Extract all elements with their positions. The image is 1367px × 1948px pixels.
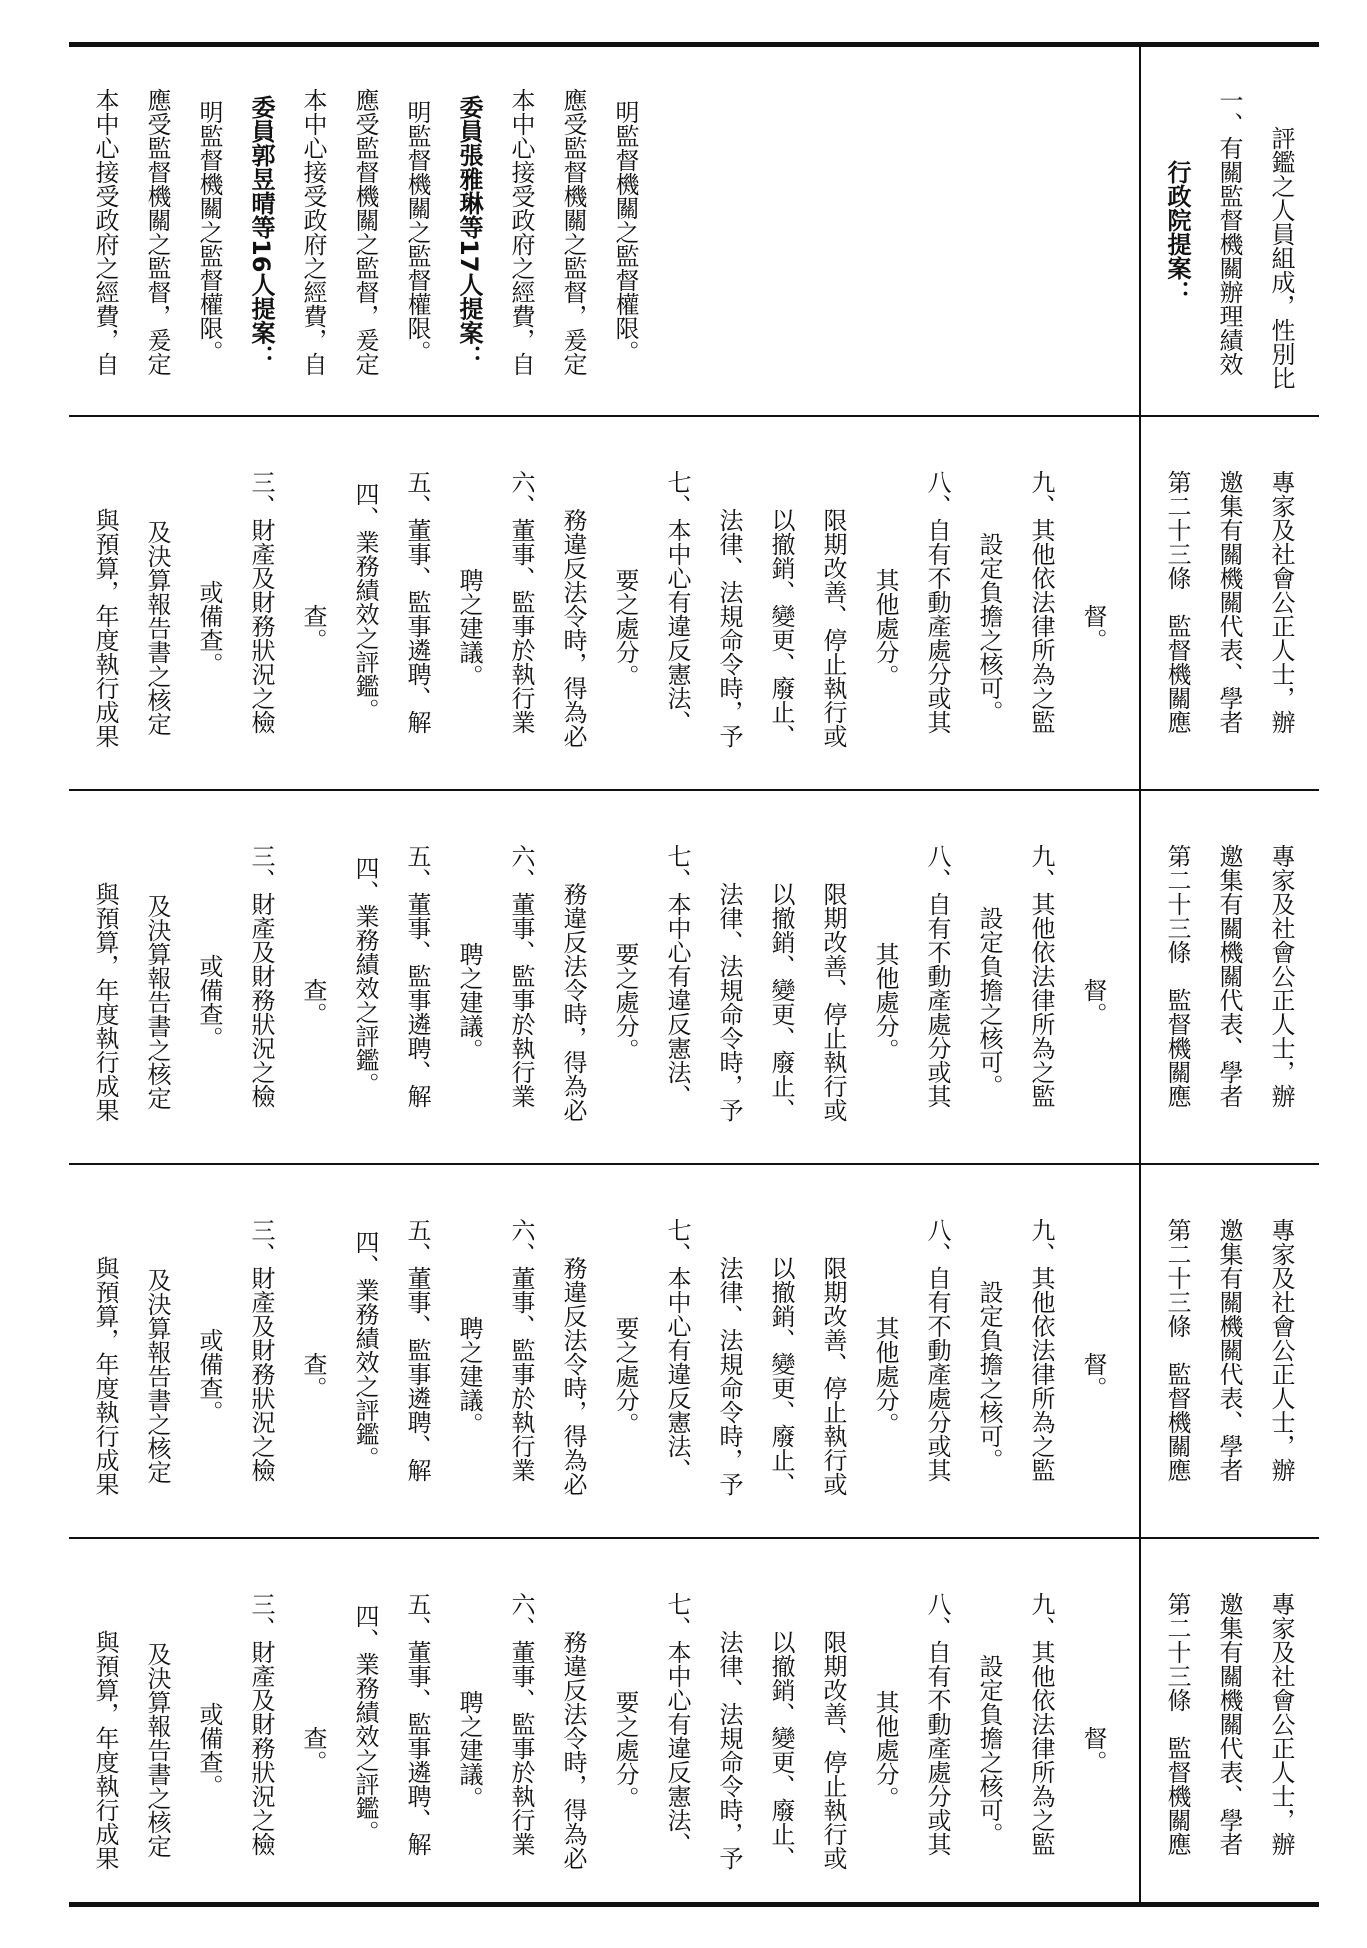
proposal-heading: 委員張雅琳等17人提案： [455, 95, 483, 369]
text-line: 務違反法令時，得為必 [559, 882, 587, 1122]
text-line: 七、本中心有違反憲法、 [663, 470, 691, 734]
text-line: 第二十三條 監督機關應 [1163, 470, 1191, 734]
text-line: 五、董事、監事遴聘、解 [403, 470, 431, 734]
document-page [69, 42, 1319, 1907]
text-line: 其他處分。 [871, 1690, 899, 1810]
text-line: 其他處分。 [871, 942, 899, 1062]
text-line: 查。 [299, 604, 327, 652]
text-line: 應受監督機關之監督，爰定 [559, 88, 587, 376]
table-column-band [69, 794, 1319, 1156]
text-line: 評鑑之人員組成，性別比 [1267, 126, 1295, 390]
text-line: 應受監督機關之監督，爰定 [143, 88, 171, 376]
text-line: 限期改善、停止執行或 [819, 882, 847, 1122]
text-line: 五、董事、監事遴聘、解 [403, 844, 431, 1108]
text-line: 及決算報告書之核定 [143, 894, 171, 1110]
text-line: 要之處分。 [611, 568, 639, 688]
text-line: 法律、法規命令時，予 [715, 882, 743, 1122]
text-line: 其他處分。 [871, 1316, 899, 1436]
text-line: 六、董事、監事於執行業 [507, 470, 535, 734]
text-line: 法律、法規命令時，予 [715, 1256, 743, 1496]
text-line: 專家及社會公正人士，辦 [1267, 844, 1295, 1108]
text-line: 三、財產及財務狀況之檢 [247, 470, 275, 734]
text-line: 九、其他依法律所為之監 [1027, 1592, 1055, 1856]
text-line: 與預算，年度執行成果 [91, 882, 119, 1122]
text-line: 七、本中心有違反憲法、 [663, 1592, 691, 1856]
text-line: 邀集有關機關代表、學者 [1215, 1592, 1243, 1856]
text-line: 八、自有不動產處分或其 [923, 470, 951, 734]
table-column-band [69, 420, 1319, 782]
text-line: 專家及社會公正人士，辦 [1267, 470, 1295, 734]
top-rule [69, 42, 1319, 47]
text-line: 邀集有關機關代表、學者 [1215, 470, 1243, 734]
text-line: 聘之建議。 [455, 568, 483, 688]
text-line: 務違反法令時，得為必 [559, 1630, 587, 1870]
text-line: 六、董事、監事於執行業 [507, 1218, 535, 1482]
table-column-band [69, 1542, 1319, 1904]
text-line: 六、董事、監事於執行業 [507, 1592, 535, 1856]
text-line: 要之處分。 [611, 1690, 639, 1810]
text-line: 本中心接受政府之經費，自 [91, 88, 119, 376]
text-line: 與預算，年度執行成果 [91, 1256, 119, 1496]
text-line: 務違反法令時，得為必 [559, 508, 587, 748]
text-line: 查。 [299, 1352, 327, 1400]
text-line: 及決算報告書之核定 [143, 520, 171, 736]
table-column-band [69, 50, 1319, 412]
text-line: 九、其他依法律所為之監 [1027, 1218, 1055, 1482]
text-line: 聘之建議。 [455, 1316, 483, 1436]
text-line: 應受監督機關之監督，爰定 [351, 88, 379, 376]
text-line: 明監督機關之監督權限。 [195, 100, 223, 364]
text-line: 七、本中心有違反憲法、 [663, 844, 691, 1108]
text-line: 限期改善、停止執行或 [819, 508, 847, 748]
proposal-heading: 行政院提案： [1163, 160, 1191, 304]
column-divider [69, 415, 1319, 417]
text-line: 督。 [1079, 978, 1107, 1026]
text-line: 專家及社會公正人士，辦 [1267, 1218, 1295, 1482]
text-line: 五、董事、監事遴聘、解 [403, 1218, 431, 1482]
text-line: 明監督機關之監督權限。 [611, 100, 639, 364]
text-line: 明監督機關之監督權限。 [403, 100, 431, 364]
text-line: 查。 [299, 1726, 327, 1774]
table-column-band [69, 1168, 1319, 1530]
text-line: 三、財產及財務狀況之檢 [247, 1218, 275, 1482]
text-line: 限期改善、停止執行或 [819, 1630, 847, 1870]
column-divider [69, 1163, 1319, 1165]
text-line: 以撤銷、變更、廢止、 [767, 508, 795, 748]
text-line: 四、業務績效之評鑑。 [351, 1230, 379, 1470]
text-line: 與預算，年度執行成果 [91, 1630, 119, 1870]
text-line: 設定負擔之核可。 [975, 532, 1003, 724]
text-line: 邀集有關機關代表、學者 [1215, 1218, 1243, 1482]
text-line: 本中心接受政府之經費，自 [299, 88, 327, 376]
text-line: 第二十三條 監督機關應 [1163, 1218, 1191, 1482]
text-line: 限期改善、停止執行或 [819, 1256, 847, 1496]
text-line: 四、業務績效之評鑑。 [351, 856, 379, 1096]
text-line: 八、自有不動產處分或其 [923, 1218, 951, 1482]
text-line: 務違反法令時，得為必 [559, 1256, 587, 1496]
text-line: 及決算報告書之核定 [143, 1642, 171, 1858]
text-line: 查。 [299, 978, 327, 1026]
proposal-heading: 委員郭昱晴等16人提案： [247, 95, 275, 369]
text-line: 第二十三條 監督機關應 [1163, 1592, 1191, 1856]
text-line: 六、董事、監事於執行業 [507, 844, 535, 1108]
text-line: 或備查。 [195, 1328, 223, 1424]
text-line: 八、自有不動產處分或其 [923, 1592, 951, 1856]
text-line: 七、本中心有違反憲法、 [663, 1218, 691, 1482]
text-line: 設定負擔之核可。 [975, 1280, 1003, 1472]
text-line: 督。 [1079, 1726, 1107, 1774]
text-line: 聘之建議。 [455, 1690, 483, 1810]
text-line: 以撤銷、變更、廢止、 [767, 1256, 795, 1496]
text-line: 其他處分。 [871, 568, 899, 688]
text-line: 邀集有關機關代表、學者 [1215, 844, 1243, 1108]
text-line: 設定負擔之核可。 [975, 906, 1003, 1098]
text-line: 九、其他依法律所為之監 [1027, 844, 1055, 1108]
text-line: 四、業務績效之評鑑。 [351, 1604, 379, 1844]
column-divider [69, 789, 1319, 791]
text-line: 法律、法規命令時，予 [715, 508, 743, 748]
text-line: 要之處分。 [611, 1316, 639, 1436]
text-line: 以撤銷、變更、廢止、 [767, 882, 795, 1122]
text-line: 三、財產及財務狀況之檢 [247, 844, 275, 1108]
text-line: 聘之建議。 [455, 942, 483, 1062]
text-line: 四、業務績效之評鑑。 [351, 482, 379, 722]
text-line: 八、自有不動產處分或其 [923, 844, 951, 1108]
text-line: 專家及社會公正人士，辦 [1267, 1592, 1295, 1856]
text-line: 與預算，年度執行成果 [91, 508, 119, 748]
text-line: 一、有關監督機關辦理績效 [1215, 88, 1243, 376]
text-line: 第二十三條 監督機關應 [1163, 844, 1191, 1108]
text-line: 三、財產及財務狀況之檢 [247, 1592, 275, 1856]
text-line: 設定負擔之核可。 [975, 1654, 1003, 1846]
column-divider [69, 1537, 1319, 1539]
text-line: 五、董事、監事遴聘、解 [403, 1592, 431, 1856]
text-line: 或備查。 [195, 1702, 223, 1798]
text-line: 法律、法規命令時，予 [715, 1630, 743, 1870]
text-line: 或備查。 [195, 954, 223, 1050]
text-line: 督。 [1079, 1352, 1107, 1400]
text-line: 本中心接受政府之經費，自 [507, 88, 535, 376]
text-line: 以撤銷、變更、廢止、 [767, 1630, 795, 1870]
text-line: 要之處分。 [611, 942, 639, 1062]
text-line: 及決算報告書之核定 [143, 1268, 171, 1484]
text-line: 九、其他依法律所為之監 [1027, 470, 1055, 734]
text-line: 或備查。 [195, 580, 223, 676]
text-line: 督。 [1079, 604, 1107, 652]
